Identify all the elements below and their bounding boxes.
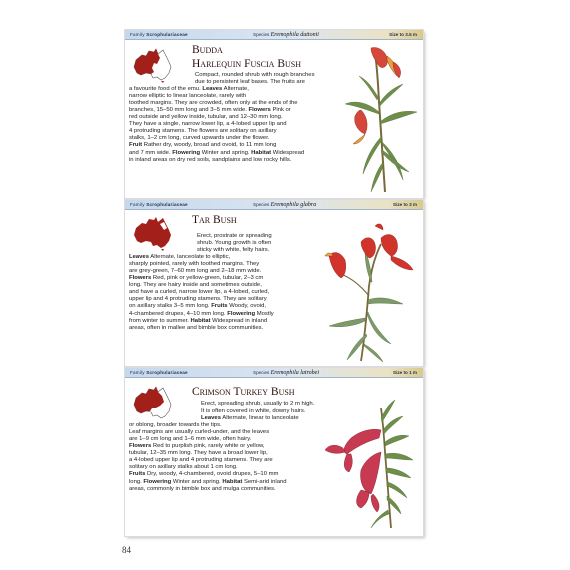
species-entry-crimson-turkey-bush bbox=[125, 368, 423, 536]
size-label: Size to 1 m bbox=[393, 370, 417, 375]
species-description: Compact, rounded shrub with rough branches due to persistent leaf bases. The fruits are a favourite food of the emu. Leaves Alternate, narrow elliptic to linear lanceolate, rarely with toothed margins. They are crowded, often only at the ends of the branches, 15–50 mm long and 3–5 mm wide. Flowers Pink or red outside and yellow inside, tubular, and 12–30 mm long. They have a single, narrow lower lip, a 4-lobed upper lip and 4 protruding stamens. The flowers are solitary on axillary stalks, 1–2 cm long, curved upwards under the flower. Fruit Rather dry, woody, broad and ovoid, to 11 mm long and 7 mm wide. Flowering Winter and spring. Habitat Widespread in inland areas on dry red soils, sandplains and low rocky hills. bbox=[129, 72, 315, 163]
species-label: Species Eremophila duttonii bbox=[253, 32, 319, 38]
species-description: Erect, spreading shrub, usually to 2 m high. It is often covered in white, downy hairs. Leaves Alternate, linear to lanceolate or oblong, broader towards the tips. Leaf margins are usually curled-under, and the leaves are 1–9 cm long and 1–6 mm wide, often hairy. Flowers Red to purplish pink, rarely white or yellow, tubular, 12–35 mm long. They have a broad lower lip, a 4-lobed upper lip and 4 protruding stamens. They are solitary on axillary stalks about 1 cm long. Fruits Dry, woody, 4-chambered, ovoid drupes, 5–10 mm long. Flowering Winter and spring. Habitat Semi-arid inland areas, commonly in bimble box and mulga communities. bbox=[129, 401, 315, 492]
family-label: Family Scrophulariaceae bbox=[130, 202, 188, 207]
size-label: Size to 3 m bbox=[393, 202, 417, 207]
page-number: 84 bbox=[122, 545, 131, 555]
family-label: Family Scrophulariaceae bbox=[130, 370, 188, 375]
species-label: Species Eremophila glabra bbox=[253, 202, 317, 208]
species-common-name: Crimson Turkey Bush bbox=[192, 386, 295, 398]
species-entry-tar-bush bbox=[125, 200, 423, 366]
family-label: Family Scrophulariaceae bbox=[130, 32, 188, 37]
species-label: Species Eremophila latrobei bbox=[253, 370, 320, 376]
species-description: Erect, prostrate or spreading shrub. Young growth is often sticky with white, felty hairs. Leaves Alternate, lanceolate to elliptic, sharply pointed, rarely with toothed margins. They are grey-green, 7–60 mm long and 2–18 mm wide. Flowers Red, pink or yellow-green, tubular, 2–3 cm long. They are hairy inside and sometimes outside, and have a curled, narrow lower lip, a 4-lobed, curled, upper lip and 4 protruding stamens. They are solitary on axillary stalks 3–5 mm long. Fruits Woody, ovoid, 4-chambered drupes, 4–10 mm long. Flowering Mostly from winter to summer. Habitat Widespread in inland areas, often in mallee and bimble box communities. bbox=[129, 233, 274, 331]
species-common-name: Budda bbox=[192, 44, 223, 56]
species-alt-name: Harlequin Fuscia Bush bbox=[192, 58, 302, 70]
size-label: Size to 3.5 m bbox=[389, 32, 417, 37]
species-common-name: Tar Bush bbox=[192, 214, 237, 226]
species-entry-budda bbox=[125, 30, 423, 198]
